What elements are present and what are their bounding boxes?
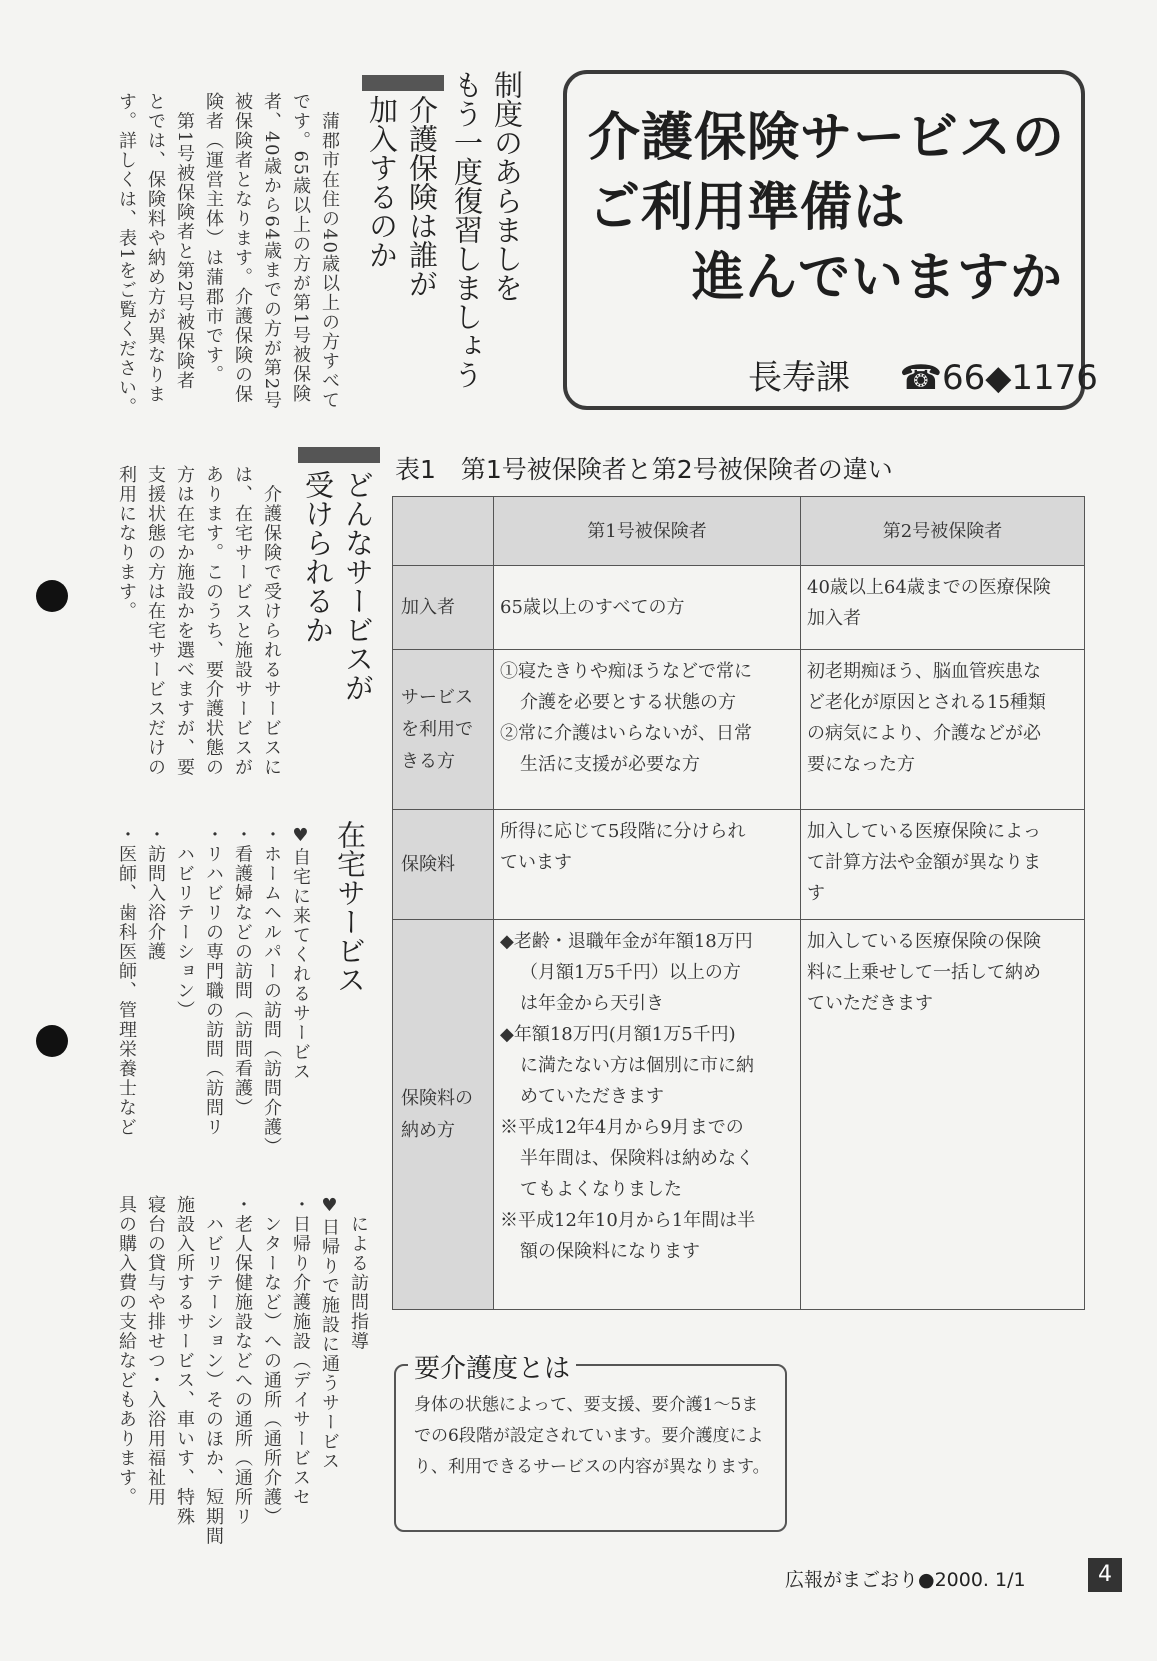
page-number: 4 (1088, 1558, 1122, 1592)
section2-heading-line-2: 受けられるか (301, 470, 335, 644)
section2-heading-line-1: どんなサービスが (341, 470, 375, 702)
title-line-1: 介護保険サービスの (588, 108, 1066, 168)
service-line: ・リハビリの専門職の訪問（訪問リ (203, 825, 224, 1137)
title-line-2: ご利用準備は (588, 178, 907, 238)
table-cell (494, 650, 801, 810)
cell-line: ています (500, 852, 572, 873)
table-cell (494, 810, 801, 920)
cell-line: ていただきます (807, 993, 933, 1014)
binder-hole (36, 1025, 68, 1057)
row-label: 加入者 (393, 566, 494, 650)
section1-body-line: とでは、保険料や納め方が異なりま (145, 92, 166, 404)
table-cell (494, 920, 801, 1310)
cell-line: めていただきます (520, 1086, 664, 1107)
cell-line: ※平成12年10月から1年間は半 (500, 1210, 756, 1231)
intro-heading-line-2: もう一度復習しましょう (450, 70, 484, 389)
section1-marker-bar (362, 75, 444, 91)
row-label: サービスを利用できる方 (393, 650, 494, 810)
cell-line: 40歳以上64歳までの医療保険 (807, 577, 1051, 598)
cell-line: 要になった方 (807, 754, 915, 775)
section2-heading (298, 470, 378, 702)
service-line: ・医師、歯科医師、管理栄養士など (116, 825, 137, 1137)
service-line: ハビリテーション） (174, 825, 195, 1020)
service-line: ・日帰り介護施設（デイサービスセ (290, 1195, 311, 1507)
section3-list-lower (112, 1195, 373, 1546)
binder-hole (36, 580, 68, 612)
service-line: ンターなど）への通所（通所介護） (261, 1195, 282, 1527)
comparison-table (392, 496, 1085, 1310)
cell-line: に満たない方は個別に市に納 (520, 1055, 754, 1076)
table-cell (801, 810, 1085, 920)
title-line-3: 進んでいますか (692, 248, 1064, 308)
service-line: ♥自宅に来てくれるサービス (290, 825, 311, 1082)
section1-body-line: 被保険者となります。介護保険の保 (232, 92, 253, 404)
section2-body-line: 方は在宅か施設かを選べますが、要 (174, 465, 195, 777)
cell-line: て計算方法や金額が異なりま (807, 852, 1041, 873)
cell-line: ②常に介護はいらないが、日常 (500, 723, 752, 744)
table-row (393, 920, 1085, 1310)
footer-publication: 広報がまごおり●2000. 1/1 (785, 1569, 1026, 1591)
service-line: 具の購入費の支給などもあります。 (116, 1195, 137, 1507)
intro-heading-line-1: 制度のあらましを (490, 70, 524, 302)
section3-list-upper (112, 825, 315, 1165)
cell-line: ◆年額18万円(月額1万5千円) (500, 1024, 736, 1045)
cell-line: 所得に応じて5段階に分けられ (500, 821, 746, 842)
section1-body-line: 蒲郡市在住の40歳以上の方すべて (319, 92, 340, 411)
table-header-empty (393, 497, 494, 566)
department-name: 長寿課 (748, 358, 850, 398)
section2-body-line: は、在宅サービスと施設サービスが (232, 465, 253, 777)
cell-line: は年金から天引き (520, 993, 664, 1014)
table-caption: 表1 第1号被保険者と第2号被保険者の違い (395, 455, 893, 484)
cell-line: 初老期痴ほう、脳血管疾患な (807, 661, 1041, 682)
section1-body-line: 者、40歳から64歳までの方が第2号 (261, 92, 282, 411)
cell-line: 加入している医療保険によっ (807, 821, 1041, 842)
section1-body-line: です。65歳以上の方が第1号被保険 (290, 92, 311, 404)
section1-body-line: 険者（運営主体）は蒲郡市です。 (203, 92, 224, 385)
section2-body (112, 465, 286, 795)
service-line: 寝台の貸与や排せつ・入浴用福祉用 (145, 1195, 166, 1507)
service-line: ♥日帰りで施設に通うサービス (319, 1195, 340, 1471)
row-label: 保険料 (393, 810, 494, 920)
section1-heading-line-2: 加入するのか (365, 95, 399, 269)
cell-line: す (807, 883, 825, 904)
section2-body-line: 支援状態の方は在宅サービスだけの (145, 465, 166, 777)
table-header-cell: 第2号被保険者 (801, 497, 1085, 566)
cell-line: ※平成12年4月から9月までの (500, 1117, 744, 1138)
section3-heading: 在宅サービス (333, 820, 367, 994)
service-line: ・訪問入浴介護 (145, 825, 166, 962)
section1-heading (362, 95, 442, 298)
service-line: 施設入所するサービス、車いす、特殊 (174, 1195, 195, 1527)
cell-line: 介護を必要とする状態の方 (520, 692, 736, 713)
cell-line: てもよくなりました (520, 1179, 682, 1200)
section1-body (112, 92, 344, 422)
table-cell (494, 566, 801, 650)
cell-line: 料に上乗せして一括して納め (807, 962, 1041, 983)
service-line: ・看護婦などの訪問（訪問看護） (232, 825, 253, 1118)
service-line: ・老人保健施設などへの通所（通所リ (232, 1195, 253, 1527)
section2-body-line: 利用になります。 (116, 465, 137, 621)
table-cell (801, 566, 1085, 650)
table-header-cell: 第1号被保険者 (494, 497, 801, 566)
cell-line: 半年間は、保険料は納めなく (520, 1148, 754, 1169)
service-line: ・ホームヘルパーの訪問（訪問介護） (261, 825, 282, 1157)
table-header-row (393, 497, 1085, 566)
table-cell (801, 650, 1085, 810)
section2-marker-bar (298, 447, 380, 463)
note-title: 要介護度とは (408, 1348, 576, 1385)
table-cell (801, 920, 1085, 1310)
service-line: ハビリテーション）そのほか、短期間 (203, 1195, 224, 1546)
cell-line: 額の保険料になります (520, 1241, 700, 1262)
service-line: による訪問指導 (348, 1195, 369, 1351)
note-body: 身体の状態によって、要支援、要介護1～5までの6段階が設定されています。要介護度により、利用できるサービスの内容が異なります。 (414, 1395, 770, 1477)
phone-number: ☎66◆1176 (899, 358, 1098, 398)
cell-line: （月額1万5千円）以上の方 (520, 962, 741, 983)
section1-body-line: す。詳しくは、表1をご覧ください。 (116, 92, 137, 417)
intro-heading (447, 70, 527, 389)
cell-line: ◆老齢・退職年金が年額18万円 (500, 931, 753, 952)
section1-body-line: 第1号被保険者と第2号被保険者 (174, 92, 195, 391)
cell-line: 加入している医療保険の保険 (807, 931, 1041, 952)
department-contact (748, 350, 1098, 399)
table-row (393, 566, 1085, 650)
row-label: 保険料の納め方 (393, 920, 494, 1310)
table-row (393, 810, 1085, 920)
section2-body-line: 介護保険で受けられるサービスに (261, 465, 282, 777)
section1-heading-line-1: 介護保険は誰が (405, 95, 439, 298)
section2-body-line: あります。このうち、要介護状態の (203, 465, 224, 777)
cell-line: 生活に支援が必要な方 (520, 754, 700, 775)
cell-line: 65歳以上のすべての方 (500, 597, 685, 618)
cell-line: ①寝たきりや痴ほうなどで常に (500, 661, 752, 682)
cell-line: ど老化が原因とされる15種類 (807, 692, 1046, 713)
table-row (393, 650, 1085, 810)
cell-line: の病気により、介護などが必 (807, 723, 1041, 744)
cell-line: 加入者 (807, 608, 861, 629)
